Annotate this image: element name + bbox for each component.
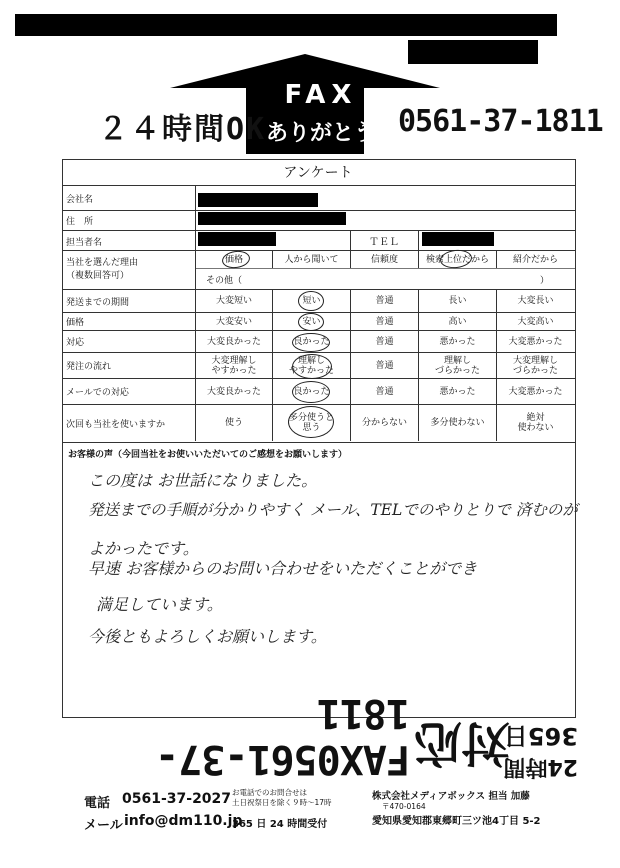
opt-response-2: 普通	[375, 336, 394, 347]
reason-option-trust: 信頼度	[370, 254, 398, 265]
opt-email-0: 大変良かった	[206, 386, 261, 397]
opt-reuse-0: 使う	[224, 418, 243, 428]
opt-email-1: 良かった	[293, 386, 330, 397]
circle-mark-understand	[292, 354, 332, 379]
phone-number: 0561-37-2027	[122, 791, 232, 807]
postal-code: 〒470-0164	[382, 802, 426, 811]
opt-price-1: 安い	[302, 316, 321, 327]
row-label-email: メールでの対応	[66, 388, 129, 398]
banner-fax-number: FAX0561-37-1811	[156, 690, 410, 782]
banner-365: 365日	[503, 722, 578, 750]
circle-mark-good	[292, 333, 330, 352]
other-close: ）	[540, 276, 550, 286]
voice-line-5: 満足しています。	[96, 595, 223, 614]
hours-ok-label: ２４時間OK	[98, 112, 267, 147]
voice-line-4: 早速 お客様からのお問い合わせをいただくことができ	[88, 559, 478, 578]
opt-shipping-0: 大変短い	[215, 296, 252, 306]
form-title: アンケート	[283, 165, 353, 181]
banner-24h: 24時間	[503, 754, 578, 779]
banner-taiou: 対応	[413, 715, 510, 771]
footer-banner-rotated	[80, 690, 580, 786]
circle-mark-email-good	[292, 381, 330, 403]
opt-flow-4: 大変理解し づらかった	[512, 355, 558, 376]
row-label-reuse: 次回も当社を使いますか	[66, 419, 166, 430]
redacted-address	[198, 212, 346, 225]
header-fax-number: 0561-37-1811	[398, 104, 603, 139]
circle-mark-reuse	[288, 406, 334, 438]
opt-response-4: 大変悪かった	[508, 336, 563, 347]
voice-line-1: この度は お世話になりました。	[88, 471, 318, 490]
opt-shipping-2: 普通	[375, 296, 394, 306]
opt-email-4: 大変悪かった	[508, 386, 563, 397]
company-address: 愛知県愛知郡東郷町三ツ池4丁目 5-2	[372, 816, 541, 827]
opt-price-4: 大変高い	[517, 316, 554, 327]
company-label: 会社名	[66, 194, 94, 205]
voice-line-2: 発送までの手順が分かりやすく メール、TELでのやりとりで 済むのが	[88, 501, 578, 519]
voice-line-6: 今後ともよろしくお願いします。	[88, 627, 327, 646]
row-label-response: 対応	[66, 338, 85, 348]
opt-shipping-3: 長い	[448, 296, 467, 306]
mail-note: 365 日 24 時間受付	[232, 819, 328, 830]
opt-response-1: 良かった	[293, 336, 330, 347]
thanks-label: ありがとう	[265, 121, 376, 146]
opt-shipping-1: 短い	[302, 296, 321, 306]
tel-label: ＴＥＬ	[369, 237, 399, 248]
circle-mark-short	[298, 291, 324, 311]
opt-reuse-4: 絶対 使わない	[517, 413, 554, 433]
opt-price-2: 普通	[375, 316, 394, 327]
opt-price-0: 大変安い	[215, 316, 252, 327]
row-label-shipping-time: 発送までの期間	[66, 297, 130, 308]
phone-label: 電話	[84, 796, 111, 811]
opt-flow-3: 理解し づらかった	[434, 355, 480, 376]
reason-option-search: 検索上位だから	[425, 254, 489, 265]
circle-mark-cheap	[298, 313, 324, 331]
opt-reuse-1: 多分使うと 思う	[288, 413, 334, 433]
address-label: 住 所	[66, 216, 94, 227]
opt-email-3: 悪かった	[439, 386, 476, 397]
reason-label: 当社を選んだ理由 （複数回答可）	[66, 258, 139, 281]
other-label: その他（	[206, 276, 243, 286]
reason-option-referral: 紹介だから	[512, 254, 558, 265]
opt-price-3: 高い	[448, 316, 467, 327]
opt-email-2: 普通	[375, 386, 394, 397]
opt-flow-2: 普通	[375, 360, 394, 371]
opt-flow-0: 大変理解し やすかった	[211, 355, 257, 376]
reason-option-price: 価格	[224, 254, 243, 265]
redacted-top-bar	[15, 14, 557, 36]
contact-label: 担当者名	[66, 237, 103, 248]
redacted-contact	[198, 232, 276, 246]
opt-shipping-4: 大変長い	[517, 296, 554, 306]
opt-reuse-2: 分からない	[361, 418, 407, 428]
reason-option-word-of-mouth: 人から聞いて	[284, 254, 339, 265]
voice-line-3: よかったです。	[88, 539, 199, 558]
company-name: 株式会社メディアボックス 担当 加藤	[372, 791, 530, 802]
voice-heading: お客様の声（今回当社をお使いいただいてのご感想をお願いします）	[68, 450, 348, 460]
mail-address: info@dm110.jp	[124, 813, 243, 829]
opt-response-3: 悪かった	[439, 336, 476, 347]
redacted-company	[198, 193, 318, 207]
row-label-order-flow: 発注の流れ	[66, 362, 112, 372]
redacted-tel	[422, 232, 494, 246]
row-label-price: 価格	[66, 318, 85, 328]
phone-note: お電話でのお問合せは 土日祝祭日を除く９時〜17時	[232, 788, 332, 807]
opt-response-0: 大変良かった	[206, 336, 261, 347]
fax-label: FAX	[284, 80, 358, 110]
opt-flow-1: 理解し やすかった	[288, 355, 334, 376]
opt-reuse-3: 多分使わない	[430, 418, 485, 428]
mail-label: メール	[84, 818, 123, 833]
